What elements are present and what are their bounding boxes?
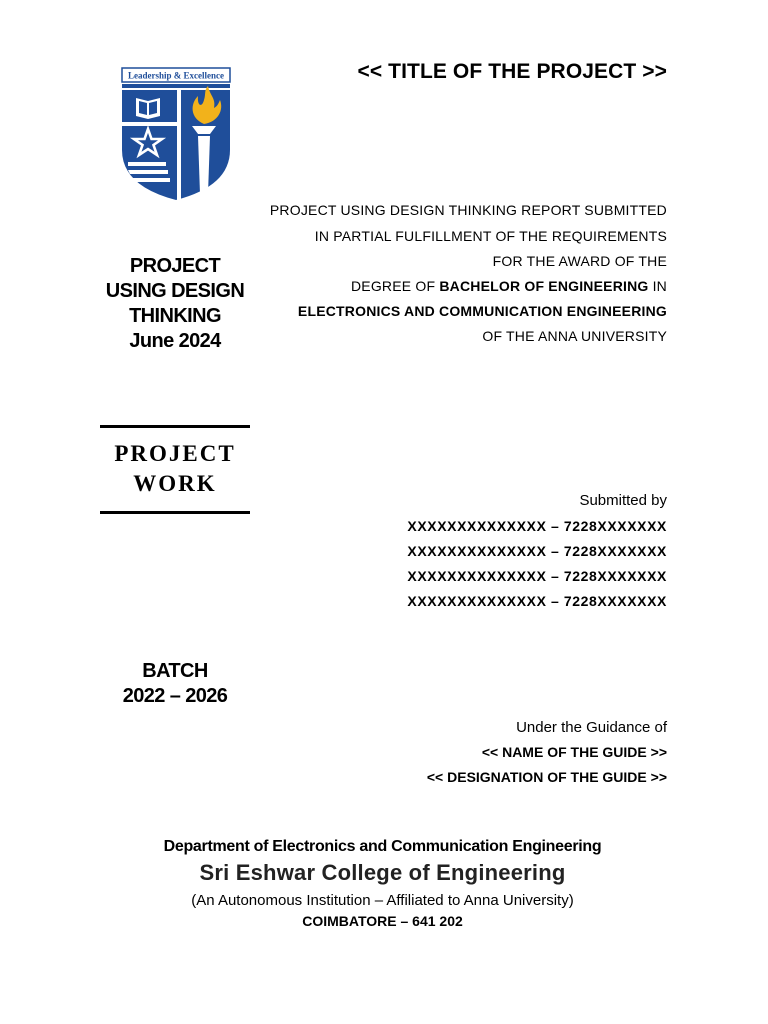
degree-prefix: DEGREE OF	[350, 278, 440, 294]
university-line: OF THE ANNA UNIVERSITY	[482, 328, 667, 344]
submission-line-4	[351, 278, 667, 294]
city-line: COIMBATORE – 641 202	[302, 913, 463, 929]
logo-banner-text: Leadership & Excellence	[128, 70, 224, 81]
guide-name: << NAME OF THE GUIDE >>	[481, 744, 667, 760]
batch	[96, 659, 254, 709]
member-3: XXXXXXXXXXXXXX – 7228XXXXXXX	[407, 568, 667, 584]
project-work-line-1: PROJECT	[114, 441, 236, 466]
degree-name: BACHELOR OF ENGINEERING	[439, 278, 649, 294]
member-4: XXXXXXXXXXXXXX – 7228XXXXXXX	[407, 593, 667, 609]
project-work-label	[100, 439, 250, 499]
submission-line-2: IN PARTIAL FULFILLMENT OF THE REQUIREMENTS	[314, 228, 667, 244]
batch-years: 2022 – 2026	[122, 685, 228, 707]
left-heading-date: June 2024	[129, 330, 221, 352]
project-title: << TITLE OF THE PROJECT >>	[357, 60, 667, 83]
college-logo	[120, 66, 232, 202]
submitted-by-label: Submitted by	[579, 492, 667, 509]
member-2: XXXXXXXXXXXXXX – 7228XXXXXXX	[407, 543, 667, 559]
department-name: Department of Electronics and Communication Engineering	[163, 838, 602, 855]
submission-line-3: FOR THE AWARD OF THE	[492, 253, 667, 269]
branch-name: ELECTRONICS AND COMMUNICATION ENGINEERING	[297, 303, 667, 319]
submission-line-1: PROJECT USING DESIGN THINKING REPORT SUBMITTED	[269, 202, 667, 218]
batch-label: BATCH	[142, 660, 208, 682]
left-heading	[96, 254, 254, 354]
left-heading-line-2: USING DESIGN	[105, 280, 245, 302]
left-heading-line-3: THINKING	[129, 305, 221, 327]
guidance-label: Under the Guidance of	[516, 719, 667, 736]
guide-designation: << DESIGNATION OF THE GUIDE >>	[426, 769, 667, 785]
project-work-line-2: WORK	[133, 471, 217, 496]
affiliation-line: (An Autonomous Institution – Affiliated to Anna University)	[191, 892, 574, 909]
member-1: XXXXXXXXXXXXXX – 7228XXXXXXX	[407, 518, 667, 534]
degree-suffix: IN	[648, 278, 667, 294]
college-name: Sri Eshwar College of Engineering	[199, 860, 566, 885]
left-heading-line-1: PROJECT	[129, 255, 221, 277]
